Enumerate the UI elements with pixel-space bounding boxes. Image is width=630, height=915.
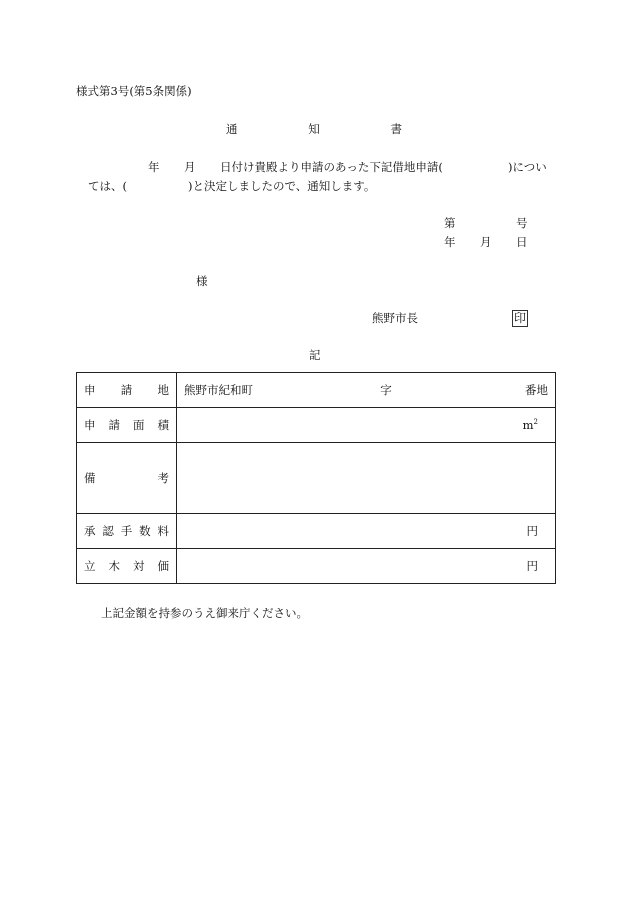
body-line1: 日付け貴殿より申請のあった下記借地申請( <box>220 160 443 174</box>
row-value <box>177 443 556 514</box>
addressee-suffix: 様 <box>196 274 208 288</box>
row-label <box>77 408 177 443</box>
record-table <box>76 372 556 584</box>
row-value <box>177 373 556 408</box>
label-char: 積 <box>157 418 169 432</box>
body-line2: ては、( <box>88 179 127 193</box>
table-row <box>77 514 556 549</box>
row-label <box>77 549 177 584</box>
row-label <box>77 373 177 408</box>
table-row <box>77 549 556 584</box>
label-char: 地 <box>157 383 169 397</box>
body-line1-tail: )につい <box>508 160 547 174</box>
label-char: 請 <box>108 418 120 432</box>
area-unit-m: m <box>522 418 534 432</box>
seal-text: 印 <box>512 310 528 327</box>
label-char: 対 <box>133 559 145 573</box>
timber-unit: 円 <box>526 559 538 573</box>
label-char: 申 <box>84 418 96 432</box>
area-unit-sup: 2 <box>533 418 538 427</box>
table-row <box>77 443 556 514</box>
title-char: 知 <box>308 122 320 136</box>
label-char: 承 <box>84 524 96 538</box>
document-title <box>226 124 402 136</box>
row-value <box>177 549 556 584</box>
row-value <box>177 408 556 443</box>
label-char: 面 <box>133 418 145 432</box>
title-char: 書 <box>390 122 402 136</box>
label-char: 請 <box>120 383 133 397</box>
seal-mark <box>512 310 528 327</box>
label-char: 価 <box>157 559 169 573</box>
body-year: 年 <box>148 160 160 174</box>
title-char: 通 <box>226 122 238 136</box>
row-label <box>77 514 177 549</box>
label-char: 考 <box>157 471 169 485</box>
body-line2-tail: )と決定しましたので、通知します。 <box>188 179 376 193</box>
ki-heading: 記 <box>309 348 321 362</box>
row-label <box>77 443 177 514</box>
area-unit <box>523 418 548 432</box>
row-value <box>177 514 556 549</box>
table-row <box>77 373 556 408</box>
label-char: 備 <box>84 471 96 485</box>
label-char: 料 <box>157 524 169 538</box>
label-char: 木 <box>108 559 120 573</box>
label-char: 手 <box>120 524 133 538</box>
label-char: 認 <box>102 524 114 538</box>
fee-unit: 円 <box>526 524 538 538</box>
label-char: 数 <box>139 524 151 538</box>
table-row <box>77 408 556 443</box>
issuer: 熊野市長 <box>372 311 418 325</box>
label-char: 立 <box>84 559 96 573</box>
date-month: 月 <box>480 235 492 249</box>
location-aza: 字 <box>380 383 392 397</box>
ref-dai: 第 <box>444 216 456 230</box>
location-banchi: 番地 <box>525 383 548 397</box>
body-month: 月 <box>184 160 196 174</box>
date-day: 日 <box>516 235 528 249</box>
ref-go: 号 <box>516 216 528 230</box>
date-year: 年 <box>444 235 456 249</box>
form-number: 様式第3号(第5条関係) <box>76 84 192 98</box>
label-char: 申 <box>84 383 96 397</box>
footer-note: 上記金額を持参のうえ御来庁ください。 <box>101 606 308 620</box>
location-town: 熊野市紀和町 <box>184 383 253 397</box>
